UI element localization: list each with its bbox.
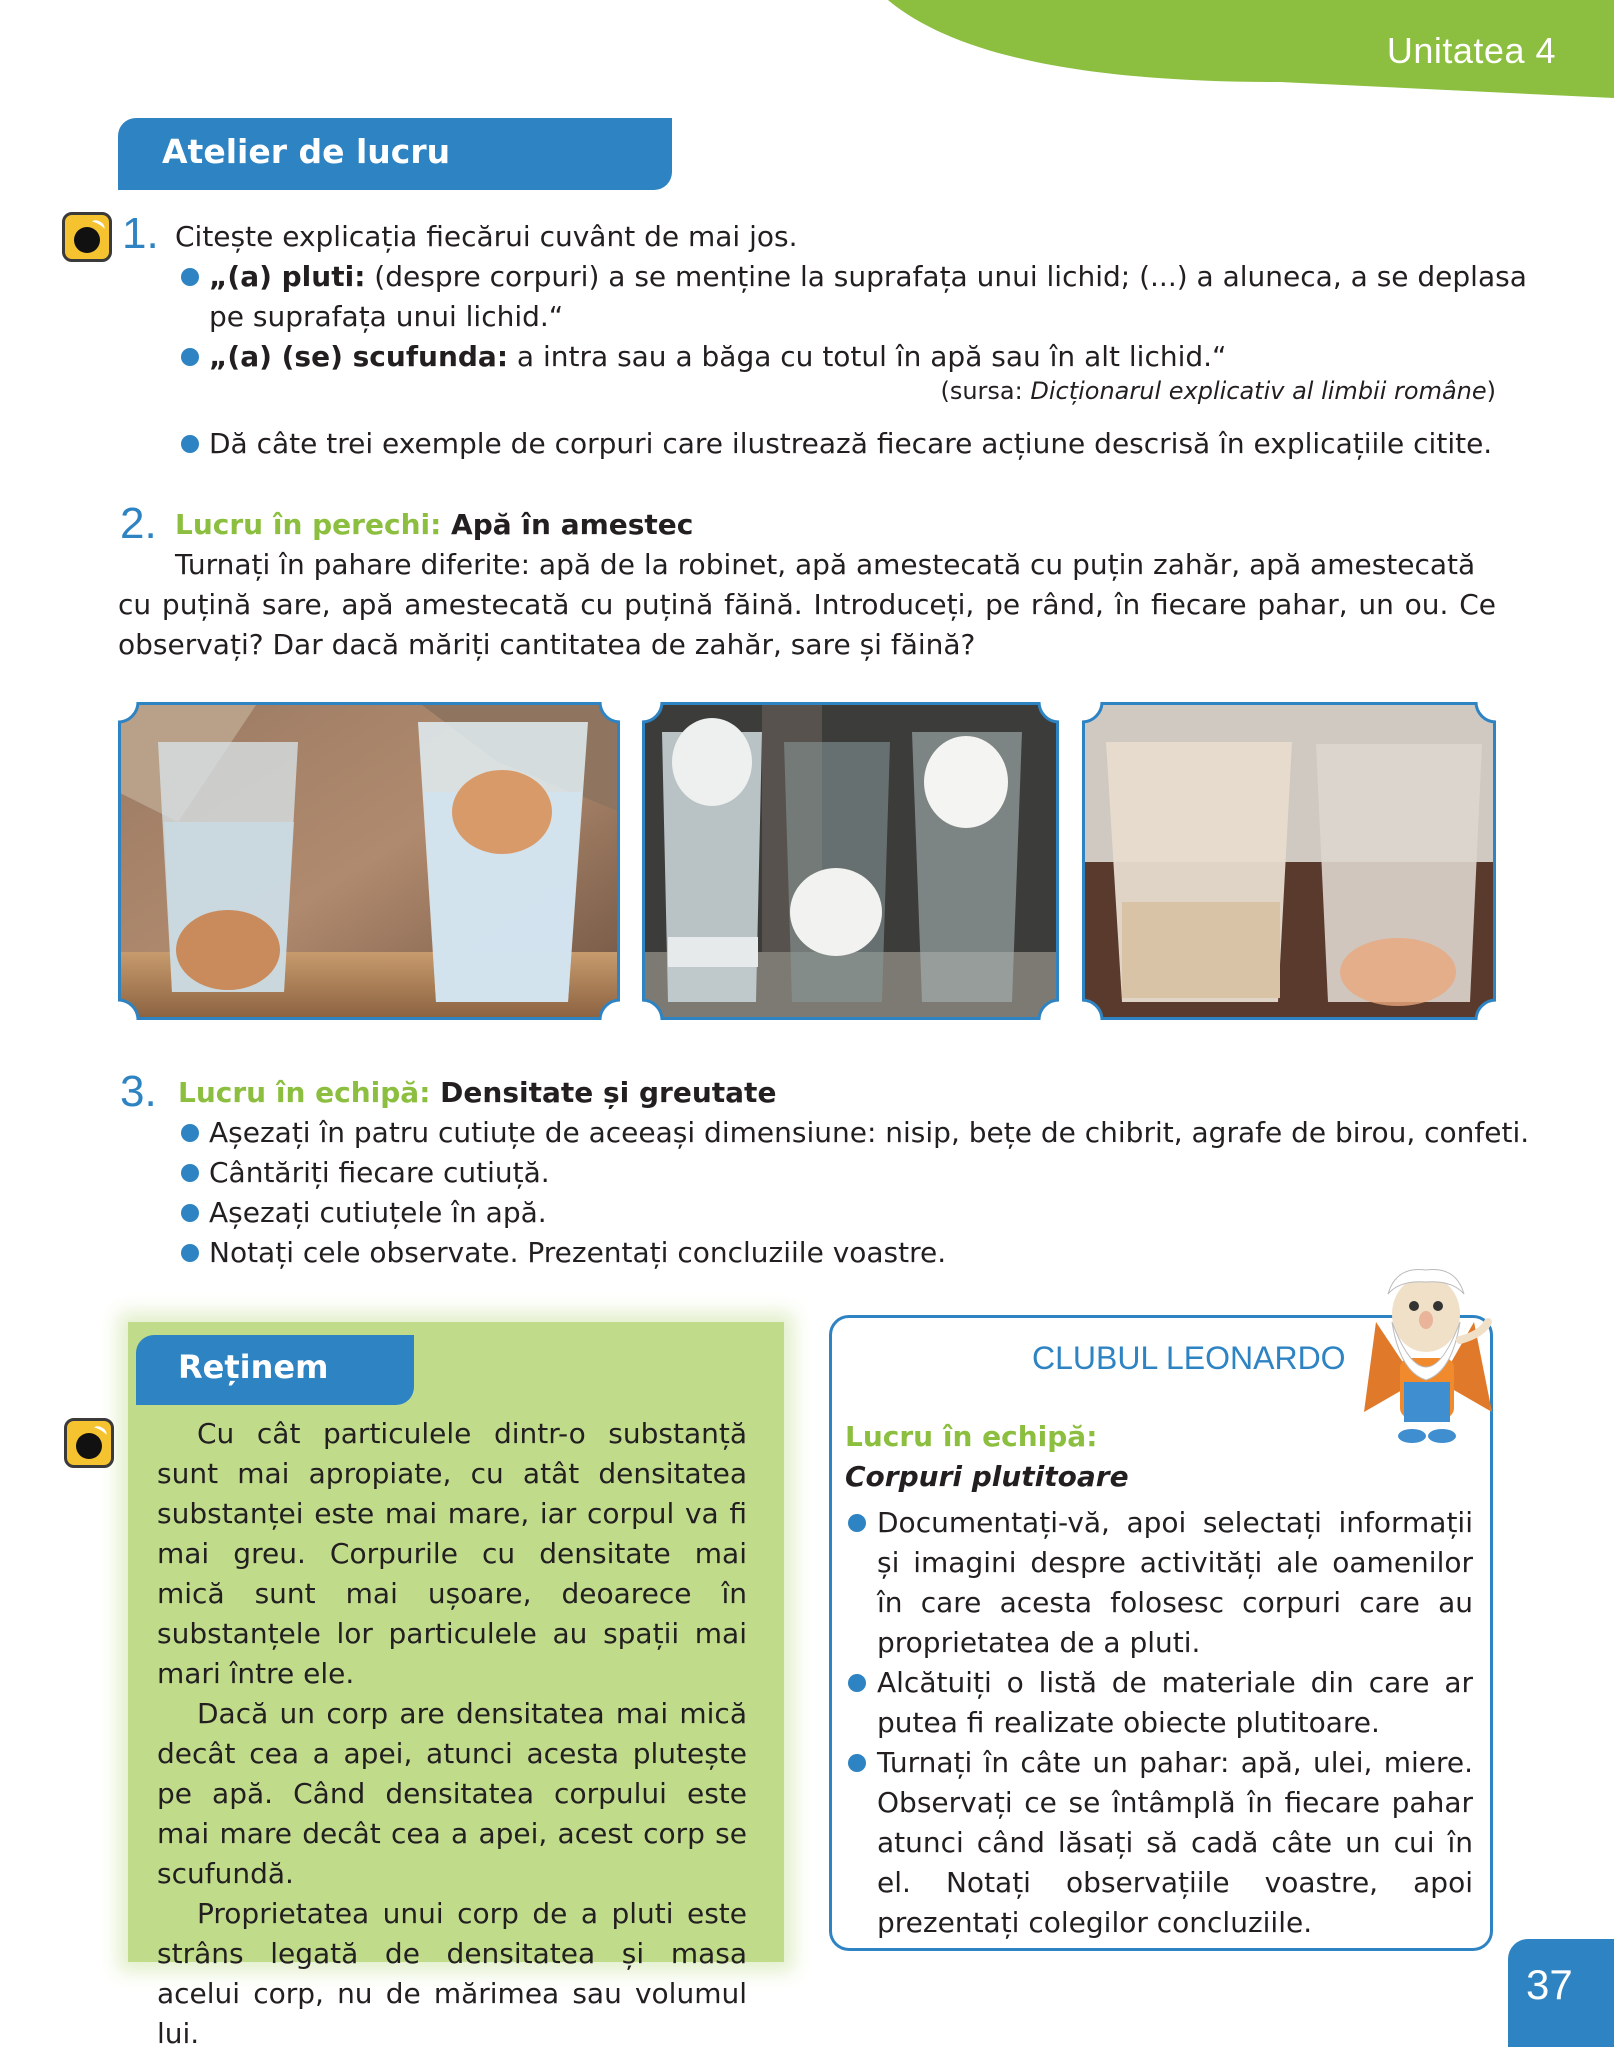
bullet-icon [848,1754,866,1772]
retinem-text [157,1414,747,2054]
exercise-2-number: 2. [120,499,157,548]
club-leonardo-title: CLUBUL LEONARDO [1032,1340,1346,1376]
club-task-label: Lucru în echipă: [845,1420,1098,1453]
definition-pluti: „(a) pluti: (despre corpuri) a se menține la suprafața unui lichid; (...) a aluneca, a se deplasa [209,260,1527,293]
exercise-1-intro: Citește explicația fiecărui cuvânt de mai jos. [175,220,798,253]
retinem-tab [136,1335,414,1405]
club-item-3: Turnați în câte un pahar: apă, ulei, miere. Observați ce se întâmplă în fiecare pahar atunci când lăsați să cadă câte un cui în el. Notați observațiile voastre, apoi prezentați colegilor concluziile. [877,1746,1473,1939]
section-title-tab [118,118,672,190]
definition-pluti-cont: pe suprafața unui lichid.“ [209,300,564,333]
exercise-2-line-3: observați? Dar dacă măriți cantitatea de zahăr, sare și făină? [118,628,976,661]
thinking-icon [62,212,112,262]
bullet-icon [181,435,199,453]
club-item-2: Alcătuiți o listă de materiale din care ar putea fi realizate obiecte plutitoare. [877,1666,1473,1739]
exercise-3-item-1: Așezați în patru cutiuțe de aceeași dimensiune: nisip, bețe de chibrit, agrafe de birou, confeti. [209,1116,1530,1149]
section-title: Atelier de lucru [162,132,451,171]
retinem-paragraph-2: Dacă un corp are densitatea mai mică decât cea a apei, atunci acesta plutește pe apă. Când densitatea corpului este mai mare decât cea a apei, acest corp se scufundă. [157,1697,747,1890]
unit-label: Unitatea 4 [1386,30,1556,71]
page-number-badge [1508,1939,1614,2047]
exercise-3-item-4: Notați cele observate. Prezentați concluziile voastre. [209,1236,947,1269]
photo-eggs-water-salt [118,702,620,1020]
thinking-icon [64,1418,114,1468]
exercise-2-line-1: Turnați în pahare diferite: apă de la robinet, apă amestecată cu puțin zahăr, apă amestecată [175,548,1476,581]
retinem-paragraph-3: Proprietatea unui corp de a pluti este strâns legată de densitatea și masa acelui corp, nu de mărimea sau volumul lui. [157,1897,747,2050]
club-task-subtitle: Corpuri plutitoare [845,1460,1129,1493]
club-item-1: Documentați-vă, apoi selectați informații și imagini despre activități ale oamenilor în care acesta folosesc corpuri care au proprietatea de a pluti. [877,1506,1473,1659]
exercise-3-number: 3. [120,1067,157,1116]
bullet-icon [848,1674,866,1692]
leonardo-mascot-icon [1356,1262,1496,1448]
exercise-3-item-2: Cântăriți fiecare cutiuță. [209,1156,550,1189]
retinem-paragraph-1: Cu cât particulele dintr-o substanță sunt mai apropiate, cu atât densitatea substanței este mai mare, iar corpul va fi mai greu. Corpurile cu densitate mai mică sunt mai ușoare, deoarece în substanțele lor particulele au spații mai mari între ele. [157,1417,747,1690]
photo-eggs-three-glasses [642,702,1059,1020]
bullet-icon [181,1164,199,1182]
exercise-1-number: 1. [122,209,159,258]
exercise-3-heading: Lucru în echipă: Densitate și greutate [178,1076,777,1109]
exercise-1-task: Dă câte trei exemple de corpuri care ilustrează fiecare acțiune descrisă în explicațiile citite. [209,427,1493,460]
definition-source: (sursa: Dicționarul explicativ al limbii române) [940,377,1496,405]
photo-eggs-flour-water [1082,702,1496,1020]
exercise-2-heading: Lucru în perechi: Apă în amestec [175,508,694,541]
page-number: 37 [1526,1961,1573,2008]
bullet-icon [181,1244,199,1262]
exercise-3-item-3: Așezați cutiuțele în apă. [209,1196,547,1229]
unit-header-wave [0,0,1614,110]
exercise-2-line-2: cu puțină sare, apă amestecată cu puțină făină. Introduceți, pe rând, în fiecare pahar, un ou. Ce [118,588,1496,621]
bullet-icon [181,1204,199,1222]
bullet-icon [181,268,199,286]
definition-scufunda: „(a) (se) scufunda: a intra sau a băga cu totul în apă sau în alt lichid.“ [209,340,1227,373]
bullet-icon [181,1124,199,1142]
retinem-title: Reținem [178,1348,329,1386]
bullet-icon [848,1514,866,1532]
bullet-icon [181,348,199,366]
